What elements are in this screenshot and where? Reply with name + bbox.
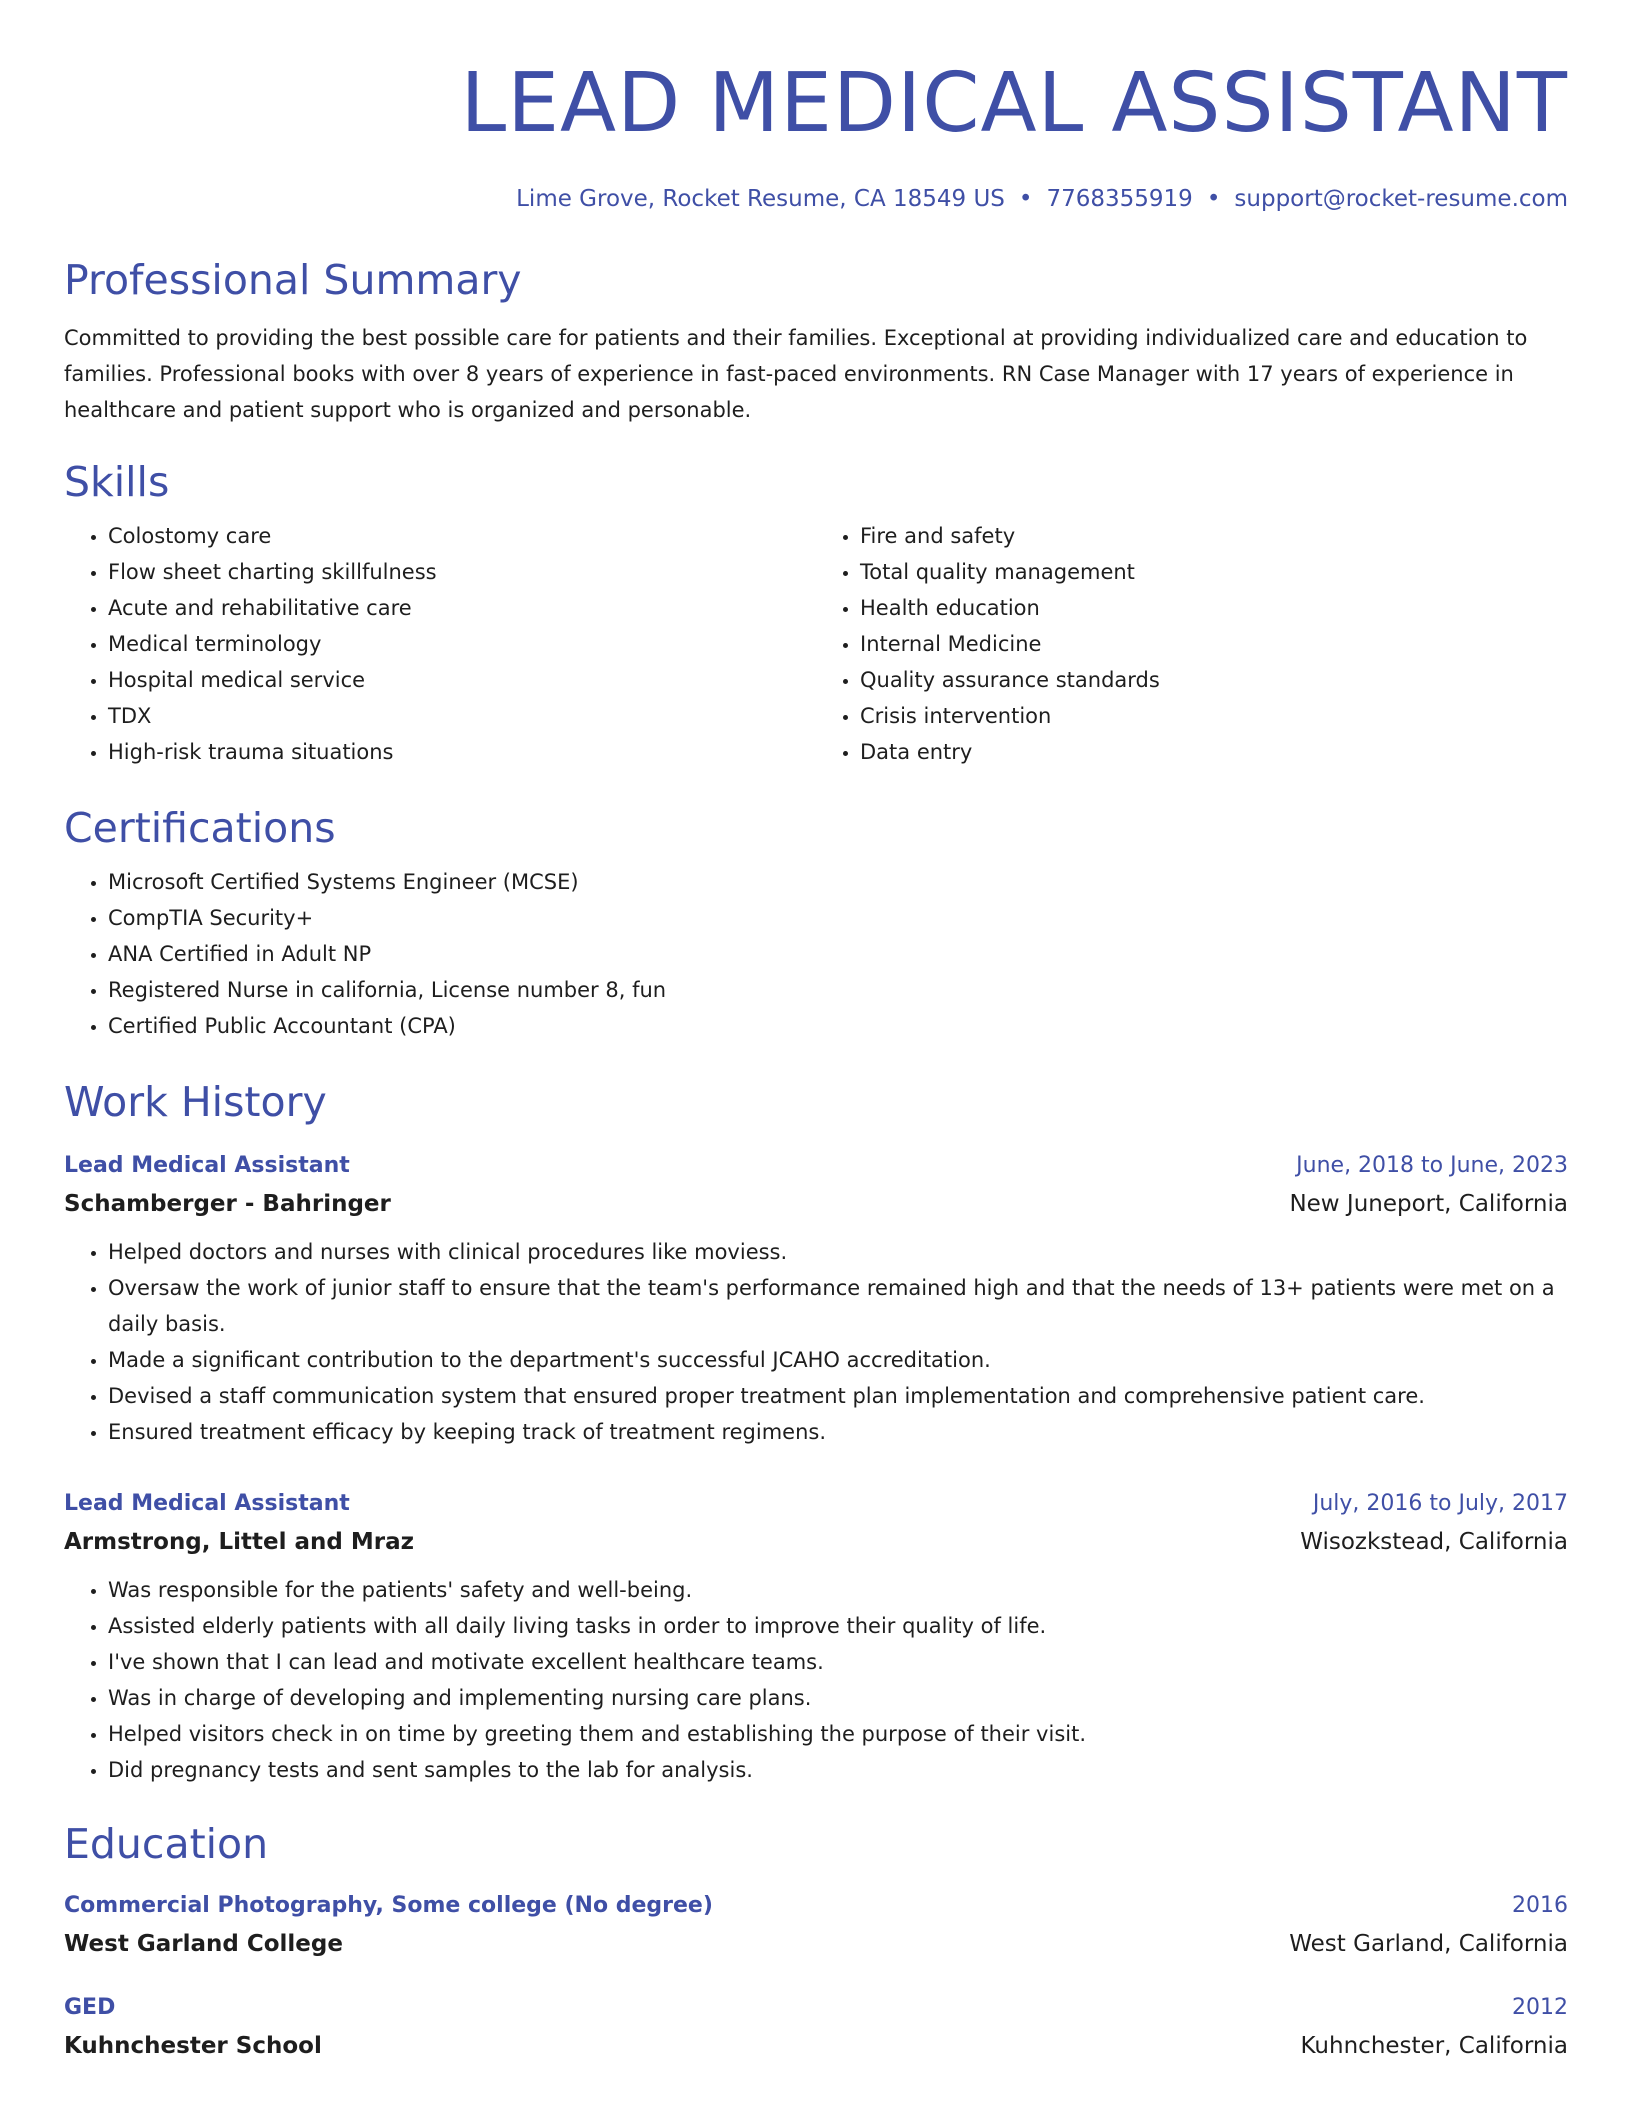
skills-columns	[64, 518, 1568, 770]
job-duty-item: • Assisted elderly patients with all daily living tasks in order to improve their quality of life.	[108, 1608, 1608, 1644]
job-duty-item: • Helped visitors check in on time by greeting them and establishing the purpose of their visit.	[108, 1716, 1608, 1752]
education-entry	[64, 1890, 1568, 1962]
section-heading-work-history: Work History	[64, 1078, 327, 1126]
resume-title: LEAD MEDICAL ASSISTANT	[460, 56, 1568, 151]
skill-item: • Quality assurance standards	[860, 662, 1568, 698]
education-degree-row	[64, 1992, 1568, 2024]
job-duty-item: • Ensured treatment efficacy by keeping track of treatment regimens.	[108, 1414, 1608, 1450]
education-school-row	[64, 2024, 1568, 2064]
job-duty-item: • Was responsible for the patients' safety and well-being.	[108, 1572, 1608, 1608]
skill-item: • Internal Medicine	[860, 626, 1568, 662]
contact-address: Lime Grove, Rocket Resume, CA 18549 US	[516, 186, 1005, 212]
skill-item: • Data entry	[860, 734, 1568, 770]
contact-separator: •	[1018, 186, 1033, 212]
work-history-section	[64, 1076, 1568, 1788]
education-year: 2016	[1512, 1893, 1568, 1918]
education-location: Kuhnchester, California	[1300, 2033, 1568, 2059]
certifications-section	[64, 802, 1568, 1044]
skill-item: • TDX	[108, 698, 816, 734]
job-location: Wisozkstead, California	[1300, 1529, 1568, 1555]
job-title-row	[64, 1150, 1568, 1182]
summary-text: Committed to providing the best possible care for patients and their families. Exceptional at providing individualized care and education to families. Professional books with over 8 years of experience in fast-paced environments. RN Case Manager with 17 years of experience in healthcare and patient support who is organized and personable.	[64, 326, 1528, 422]
skills-list-left	[64, 518, 816, 770]
section-heading-summary: Professional Summary	[64, 256, 522, 304]
job-duties-list	[64, 1572, 1608, 1788]
resume-header	[64, 56, 1568, 214]
job-duty-item: • Made a significant contribution to the department's successful JCAHO accreditation.	[108, 1342, 1608, 1378]
education-degree: Commercial Photography, Some college (No degree)	[64, 1893, 713, 1918]
education-location: West Garland, California	[1289, 1931, 1568, 1957]
education-degree-row	[64, 1890, 1568, 1922]
skill-item: • Medical terminology	[108, 626, 816, 662]
contact-phone: 7768355919	[1046, 186, 1193, 212]
job-duty-item: • I've shown that I can lead and motivate excellent healthcare teams.	[108, 1644, 1608, 1680]
section-heading-certifications: Certifications	[64, 804, 336, 852]
education-school-row	[64, 1922, 1568, 1962]
job-company: Armstrong, Littel and Mraz	[64, 1529, 415, 1555]
contact-line	[64, 184, 1568, 214]
skill-item: • Acute and rehabilitative care	[108, 590, 816, 626]
job-duty-item: • Devised a staff communication system that ensured proper treatment plan implementation and comprehensive patient care.	[108, 1378, 1608, 1414]
job-title-row	[64, 1488, 1568, 1520]
section-heading-education: Education	[64, 1820, 269, 1868]
contact-separator: •	[1206, 186, 1221, 212]
job-title: Lead Medical Assistant	[64, 1491, 350, 1516]
job-company-row	[64, 1182, 1568, 1222]
job-location: New Juneport, California	[1289, 1191, 1568, 1217]
job-company: Schamberger - Bahringer	[64, 1191, 391, 1217]
education-year: 2012	[1512, 1995, 1568, 2020]
education-degree: GED	[64, 1995, 116, 2020]
skill-item: • Hospital medical service	[108, 662, 816, 698]
job-dates: June, 2018 to June, 2023	[1296, 1153, 1568, 1178]
skill-item: • Total quality management	[860, 554, 1568, 590]
education-school: West Garland College	[64, 1931, 343, 1957]
job-duty-item: • Helped doctors and nurses with clinical procedures like moviess.	[108, 1234, 1608, 1270]
skill-item: • Crisis intervention	[860, 698, 1568, 734]
job-entry	[64, 1150, 1568, 1450]
job-title: Lead Medical Assistant	[64, 1153, 350, 1178]
job-duty-item: • Was in charge of developing and implementing nursing care plans.	[108, 1680, 1608, 1716]
certification-item: • Registered Nurse in california, License number 8, fun	[108, 972, 1568, 1008]
job-duties-list	[64, 1234, 1608, 1450]
skills-section	[64, 456, 1568, 770]
skill-item: • Fire and safety	[860, 518, 1568, 554]
education-school: Kuhnchester School	[64, 2033, 322, 2059]
contact-email: support@rocket-resume.com	[1234, 186, 1568, 212]
certifications-list	[64, 864, 1568, 1044]
job-entry	[64, 1488, 1568, 1788]
skills-list-right	[816, 518, 1568, 770]
education-section	[64, 1818, 1568, 2064]
certification-item: • Certified Public Accountant (CPA)	[108, 1008, 1568, 1044]
job-company-row	[64, 1520, 1568, 1560]
skill-item: • Flow sheet charting skillfulness	[108, 554, 816, 590]
certification-item: • CompTIA Security+	[108, 900, 1568, 936]
skill-item: • High-risk trauma situations	[108, 734, 816, 770]
certification-item: • Microsoft Certified Systems Engineer (MCSE)	[108, 864, 1568, 900]
job-dates: July, 2016 to July, 2017	[1312, 1491, 1568, 1516]
job-duty-item: • Oversaw the work of junior staff to ensure that the team's performance remained high and that the needs of 13+ patients were met on a daily basis.	[108, 1270, 1608, 1342]
section-heading-skills: Skills	[64, 458, 170, 506]
skill-item: • Health education	[860, 590, 1568, 626]
education-entry	[64, 1992, 1568, 2064]
job-duty-item: • Did pregnancy tests and sent samples to the lab for analysis.	[108, 1752, 1608, 1788]
skill-item: • Colostomy care	[108, 518, 816, 554]
summary-section	[64, 254, 1568, 428]
certification-item: • ANA Certified in Adult NP	[108, 936, 1568, 972]
